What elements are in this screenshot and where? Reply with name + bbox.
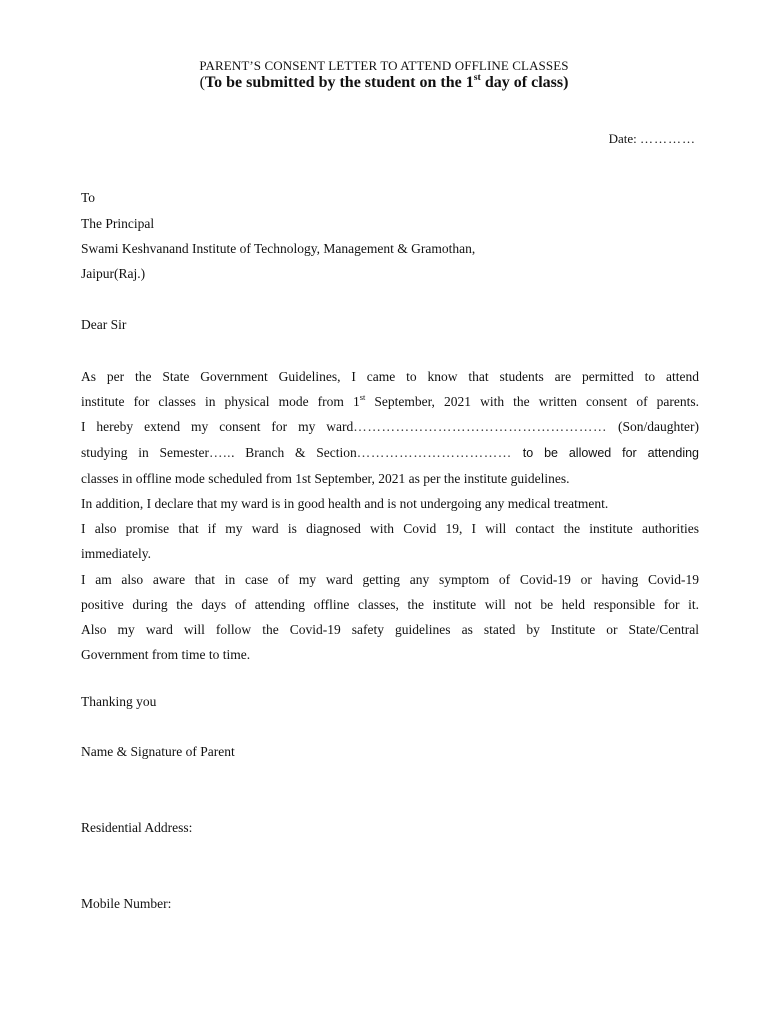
body-line-12: Government from time to time. xyxy=(81,647,251,663)
body-line-6: In addition, I declare that my ward is in good health and is not undergoing any medical treatment. xyxy=(81,496,609,512)
date-blank: ………… xyxy=(640,131,696,146)
body-line-2-sup: st xyxy=(359,392,366,402)
body-line-3-b: (Son/daughter) xyxy=(607,419,699,435)
address-city: Jaipur(Raj.) xyxy=(81,266,146,281)
subtitle-text-a: To be submitted by the student on the 1 xyxy=(204,74,474,91)
semester-blank: ….. xyxy=(209,444,232,460)
address-recipient: The Principal xyxy=(81,216,155,231)
body-line-5: classes in offline mode scheduled from 1st September, 2021 as per the institute guidelines. xyxy=(81,470,570,486)
subtitle-superscript: st xyxy=(473,71,481,83)
body-line-10: positive during the days of attending offline classes, the institute will not be held responsible for it. xyxy=(81,596,699,612)
subtitle-open-paren: ( xyxy=(199,74,205,91)
date-label: Date: xyxy=(608,131,637,146)
body-line-9: I am also aware that in case of my ward getting any symptom of Covid-19 or having Covid-19 xyxy=(81,571,699,587)
body-line-4-a: studying in Semester xyxy=(81,444,210,460)
body-line-3 xyxy=(81,414,699,439)
closing-thanks: Thanking you xyxy=(81,694,157,709)
body-line-4-b: . Branch & Section xyxy=(231,444,357,460)
body-line-11: Also my ward will follow the Covid-19 safety guidelines as stated by Institute or State/Central xyxy=(81,622,699,638)
mobile-number-label: Mobile Number: xyxy=(81,896,172,911)
body-line-2-b: September, 2021 with the written consent of parents. xyxy=(365,394,700,410)
body-line-2 xyxy=(81,389,699,414)
subtitle-text-b: day of class) xyxy=(480,74,569,91)
branch-section-blank: …………………………… xyxy=(356,444,512,460)
body-line-7: I also promise that if my ward is diagnosed with Covid 19, I will contact the institute authorities xyxy=(81,521,699,537)
body-line-4 xyxy=(81,440,699,466)
residential-address-label: Residential Address: xyxy=(81,820,193,835)
address-to: To xyxy=(81,190,96,205)
ward-name-blank: ……………………………………………… xyxy=(353,419,608,435)
body-line-8: immediately. xyxy=(81,546,151,562)
signature-label: Name & Signature of Parent xyxy=(81,744,235,759)
letter-title: PARENT’S CONSENT LETTER TO ATTEND OFFLINE CLASSES xyxy=(199,58,569,73)
date-line xyxy=(609,131,696,147)
letter-body xyxy=(81,364,699,667)
letter-subtitle xyxy=(0,71,768,92)
body-line-2-a: institute for classes in physical mode from 1 xyxy=(81,394,360,410)
body-line-3-a: I hereby extend my consent for my ward xyxy=(81,419,354,435)
body-line-4-c: to be allowed for attending xyxy=(511,445,700,460)
address-institute: Swami Keshvanand Institute of Technology, Management & Gramothan, xyxy=(81,241,476,256)
body-line-1: As per the State Government Guidelines, I came to know that students are permitted to attend xyxy=(81,369,699,384)
salutation: Dear Sir xyxy=(81,317,127,332)
